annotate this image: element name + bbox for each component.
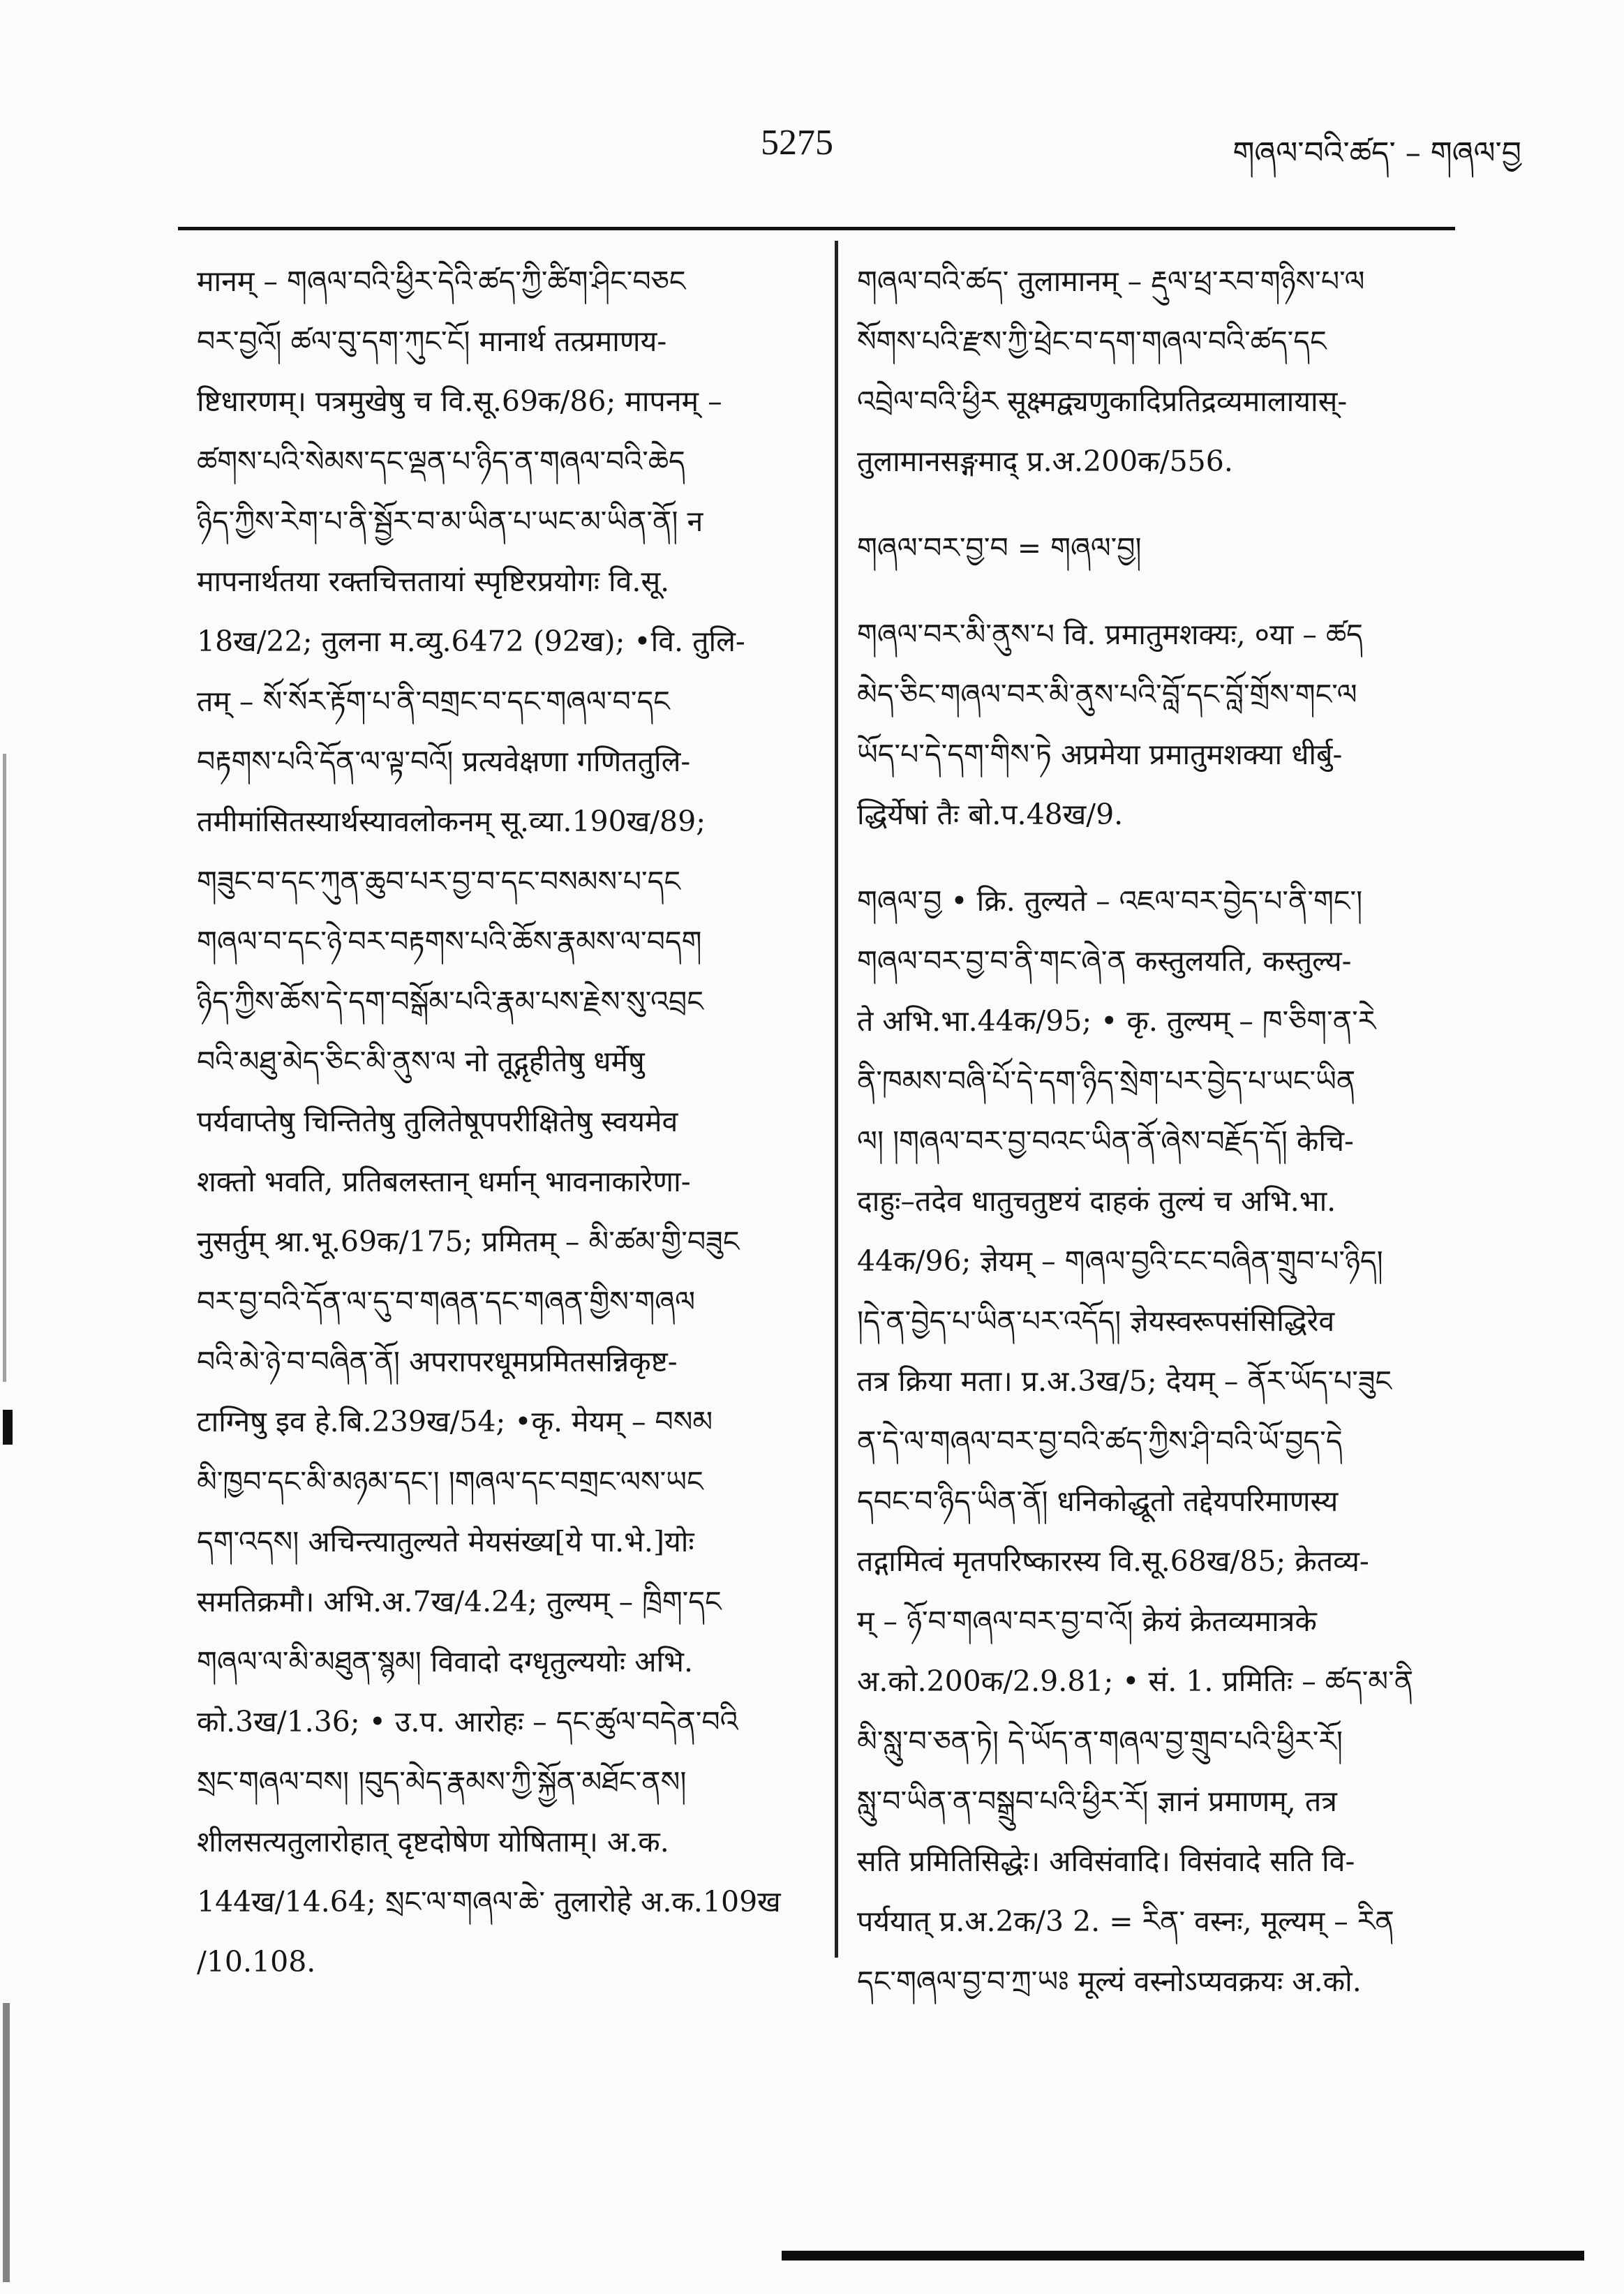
text-line: ते अभि.भा.44क/95; • कृ. तुल्यम् – ཁ་ཅིག་ན་རེ [857, 1004, 1376, 1038]
text-line: 18ख/22; तुलना म.व्यु.6472 (92ख); •वि. तुलि- [197, 625, 745, 658]
text-line: །དེ་ན་བྱེད་པ་ཡིན་པར་འདོད། ज्ञेयस्वरूपसंसिद्धिरेव [857, 1304, 1335, 1338]
text-line: གཞལ་ལ་མི་མཐུན་སྙམ། विवादो दग्धृतुल्ययोः अभि. [197, 1645, 694, 1678]
text-line: समतिक्रमौ। अभि.अ.7ख/4.24; तुल्यम् – ཁྲིག་དང [197, 1585, 722, 1618]
running-head: གཞལ་བའི་ཚད་ – གཞལ་བྱ [1232, 135, 1521, 171]
right-column [857, 251, 1464, 2038]
text-line: མི་སླུ་བ་ཅན་ཏེ། དེ་ཡོད་ན་གཞལ་བྱ་གྲུབ་པའི་ཕྱིར་རོ། [857, 1725, 1343, 1758]
text-line: བར་བྱ་བའི་དོན་ལ་དུ་བ་གཞན་དང་གཞན་གྱིས་གཞལ [197, 1285, 696, 1318]
text-line: म् – ཉོ་བ་གཞལ་བར་བྱ་བ་འོ། क्रेयं क्रेतव्यमात्रके [857, 1604, 1317, 1638]
text-line: གཞལ་བྱ • क्रि. तुल्यते – འཇལ་བར་བྱེད་པ་ནི་གང་། [857, 884, 1363, 918]
text-line: སྲང་གཞལ་བས། །བུད་མེད་རྣམས་ཀྱི་སྐྱོན་མཐོང་ནས། [197, 1765, 687, 1798]
text-line: तमीमांसितस्यार्थस्यावलोकनम् सू.व्या.190ख/89; [197, 805, 706, 838]
text-line: མི་ཁྱབ་དང་མི་མཉམ་དང་། །གཞལ་དང་བགྲང་ལས་ཡང [197, 1465, 703, 1498]
text-line: ལ། །གཞལ་བར་བྱ་བའང་ཡིན་ནོ་ཞེས་བརྗོད་དོ། केचि- [857, 1124, 1354, 1158]
text-line: བར་བྱའོ། ཚལ་བུ་དག་ཀུང་ངོ། मानार्थ तत्प्रमाणय- [197, 325, 667, 358]
header-rule [178, 227, 1455, 230]
dictionary-entry [857, 251, 1464, 491]
text-line: ན་དེ་ལ་གཞལ་བར་བྱ་བའི་ཚད་ཀྱིས་ཤི་བའི་ཡོ་བྱད་དེ [857, 1424, 1343, 1458]
text-line: /10.108. [197, 1945, 316, 1979]
text-line: नुसर्तुम् श्रा.भू.69क/175; प्रमितम् – མི་ཚམ་གྱི་བཟུང [197, 1225, 740, 1258]
page-number: 5275 [761, 123, 833, 163]
text-line: ནི་ཁམས་བཞི་པོ་དེ་དག་ཉིད་སྲེག་པར་བྱེད་པ་ཡང་ཡིན [857, 1064, 1356, 1098]
text-line: གཞལ་བར་མི་ནུས་པ वि. प्रमातुमशक्यः, ०या – ཚད [857, 618, 1363, 651]
text-line: पर्ययात् प्र.अ.2क/3 2. = རིན་ वस्नः, मूल्यम् – རིན [857, 1905, 1394, 1938]
text-line: དབང་བ་ཉིད་ཡིན་ནོ། धनिकोद्धूतो तद्देयपरिमाणस्य [857, 1484, 1339, 1518]
text-line: གཞལ་བར་བྱ་བ = གཞལ་བྱ། [857, 531, 1142, 565]
text-line: 144ख/14.64; སྲང་ལ་གཞལ་ཆེ་ तुलारोहे अ.क.109ख [197, 1885, 781, 1919]
text-line: བའི་མེ་ཉེ་བ་བཞིན་ནོ། अपरापरधूमप्रमितसन्निकृष्ट- [197, 1345, 678, 1378]
text-line: གཞལ་བར་བྱ་བ་ནི་གང་ཞེ་ན कस्तुलयति, कस्तुल्य- [857, 944, 1352, 978]
text-line: मापनार्थतया रक्तचित्ततायां स्पृष्टिरप्रयोगः वि.सू. [197, 565, 670, 598]
text-line: तम् – སོ་སོར་རྟོག་པ་ནི་བགྲང་བ་དང་གཞལ་བ་དང [197, 685, 670, 718]
dictionary-entry [857, 604, 1464, 844]
text-line: 44क/96; ज्ञेयम् – གཞལ་བྱའི་ངང་བཞིན་གྲུབ་པ་ཉིད། [857, 1244, 1383, 1278]
text-line: शक्तो भवति, प्रतिबलस्तान् धर्मान् भावनाकारेणा- [197, 1165, 691, 1198]
text-line: दाहुः–तदेव धातुचतुष्टयं दाहकं तुल्यं च अभि.भा. [857, 1184, 1336, 1218]
text-line: དག་འདས། अचिन्त्यातुल्यते मेयसंख्य[ये पा.भे.]योः [197, 1525, 694, 1558]
dictionary-entry [857, 871, 1464, 2011]
text-line: द्धिर्येषां तैः बो.प.48ख/9. [857, 798, 1124, 831]
footer-rule [782, 2251, 1584, 2261]
text-line: མེད་ཅིང་གཞལ་བར་མི་ནུས་པའི་བློ་དང་བློ་གྲོས་གང་ལ [857, 678, 1357, 711]
text-line: सति प्रमितिसिद्धेः। अविसंवादि। विसंवादे सति वि- [857, 1845, 1355, 1878]
text-line: འབྲེལ་བའི་ཕྱིར सूक्ष्मद्व्यणुकादिप्रतिद्रव्यमालायास्- [857, 385, 1348, 418]
scan-edge-mark [3, 1410, 13, 1445]
text-line: टाग्निषु इव हे.बि.239ख/54; •कृ. मेयम् – བསམ [197, 1405, 713, 1438]
text-line: གཞལ་བའི་ཚད་ तुलामानम् – རྡུལ་ཕྲ་རབ་གཉིས་པ་ལ [857, 265, 1365, 298]
text-line: तत्र क्रिया मता। प्र.अ.3ख/5; देयम् – ནོར་ཡོད་པ་ཟུང [857, 1364, 1392, 1398]
text-line: अ.को.200क/2.9.81; • सं. 1. प्रमितिः – ཚད་མ་ནི [857, 1664, 1414, 1698]
left-column [197, 251, 811, 1992]
text-line: དང་གཞལ་བྱ་བ་ཀྲ་ཡཿ मूल्यं वस्नोऽप्यवक्रयः अ.को. [857, 1965, 1362, 1998]
text-line: ཡོད་པ་དེ་དག་གིས་ཏེ अप्रमेया प्रमातुमशक्या धीर्बु- [857, 738, 1343, 771]
text-line: སླུ་བ་ཡིན་ན་བསྒྲུབ་པའི་ཕྱིར་རོ། ज्ञानं प्रमाणम्, तत्र [857, 1785, 1337, 1818]
text-line: ཉིད་ཀྱིས་ཆོས་དེ་དག་བསྒོམ་པའི་རྣམ་པས་རྗེས་སུ་འབྲང [197, 985, 703, 1018]
text-line: གཞལ་བ་དང་ཉེ་བར་བརྟགས་པའི་ཆོས་རྣམས་ལ་བདག [197, 925, 702, 958]
scan-edge-shadow [3, 754, 6, 1382]
text-line: को.3ख/1.36; • उ.प. आरोहः – དང་ཚུལ་བདེན་བའི [197, 1705, 738, 1738]
text-line: शीलसत्यतुलारोहात् दृष्टदोषेण योषिताम्। अ.क. [197, 1825, 669, 1859]
text-line: तद्गामित्वं मृतपरिष्कारस्य वि.सू.68ख/85; क्रेतव्य- [857, 1544, 1369, 1578]
text-line: བརྟགས་པའི་དོན་ལ་ལྟ་བའོ། प्रत्यवेक्षणा गणिततुलि- [197, 745, 691, 778]
column-divider [835, 241, 838, 1958]
scan-edge-binding [3, 2003, 10, 2282]
text-line: ཉིད་ཀྱིས་རེག་པ་ནི་སྦྱོར་བ་མ་ཡིན་པ་ཡང་མ་ཡིན་ནོ། न [197, 505, 703, 538]
text-line: मानम् – གཞལ་བའི་ཕྱིར་དེའི་ཚད་ཀྱི་ཚིག་ཤིང་བཅང [197, 265, 686, 298]
text-line: तुलामानसङ्गमाद् प्र.अ.200क/556. [857, 445, 1233, 478]
text-line: སོགས་པའི་རྫས་ཀྱི་ཕྲེང་བ་དག་གཞལ་བའི་ཚད་དང [857, 325, 1327, 358]
text-line: ཚགས་པའི་སེམས་དང་ལྡན་པ་ཉིད་ན་གཞལ་བའི་ཆེད [197, 445, 685, 478]
text-line: ष्टिधारणम्। पत्रमुखेषु च वि.सू.69क/86; मापनम् – [197, 385, 722, 418]
text-line: पर्यवाप्तेषु चिन्तितेषु तुलितेषूपपरीक्षितेषु स्वयमेव [197, 1105, 678, 1138]
text-line: བའི་མཐུ་མེད་ཅིང་མི་ནུས་ལ नो तूद्गृहीतेषु धर्मेषु [197, 1045, 645, 1078]
text-line: གཟུང་བ་དང་ཀུན་ཆུབ་པར་བྱ་བ་དང་བསམས་པ་དང [197, 865, 681, 898]
dictionary-entry [857, 518, 1464, 578]
